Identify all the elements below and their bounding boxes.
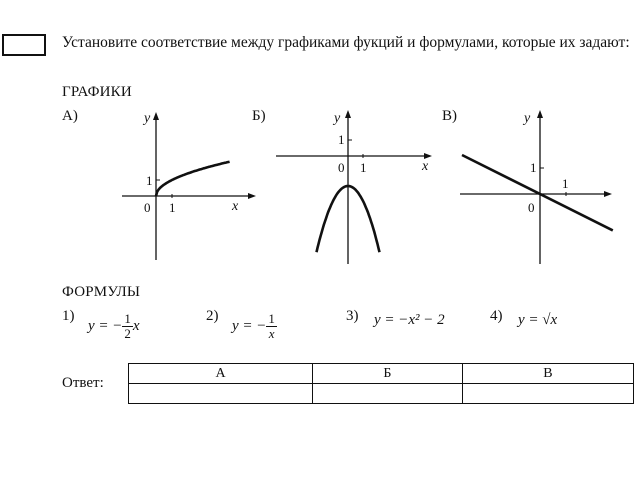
- graph-a-curve: [156, 162, 230, 196]
- answer-cell-c[interactable]: [462, 384, 633, 404]
- formulas-heading: ФОРМУЛЫ: [62, 284, 141, 300]
- answer-cell-b[interactable]: [313, 384, 463, 404]
- formula-2-denominator: x: [268, 326, 275, 341]
- formula-4: y = √x: [518, 312, 558, 328]
- graph-c-y-arrow: [537, 110, 543, 118]
- graph-a-label: А): [62, 108, 78, 124]
- answer-col-b: Б: [313, 364, 463, 384]
- formula-3: y = −x² − 2: [374, 312, 445, 328]
- formula-4-number: 4): [490, 308, 503, 324]
- answer-cell-a[interactable]: [129, 384, 313, 404]
- graph-a-y-tick-label: 1: [146, 173, 153, 188]
- graph-c-line: [462, 155, 613, 230]
- graph-c-x-arrow: [604, 191, 612, 197]
- graph-a-x-tick-label: 1: [169, 200, 176, 215]
- formula-1-number: 1): [62, 308, 75, 324]
- graph-b: [272, 106, 440, 268]
- graph-a-y-label: y: [144, 111, 151, 126]
- graph-a-origin: 0: [144, 200, 151, 215]
- graph-c-y-tick-label: 1: [530, 160, 537, 175]
- graph-b-x-label: x: [422, 159, 429, 174]
- answer-header-row: [129, 364, 634, 384]
- task-statement: Установите соответствие между графиками фукций и формулами, которые их задают:: [62, 34, 630, 51]
- formula-1: [88, 312, 140, 341]
- formula-2-lhs: y = −: [232, 317, 267, 334]
- formula-2-numerator: 1: [268, 311, 275, 326]
- answer-col-c: В: [462, 364, 633, 384]
- graph-c: [458, 106, 618, 268]
- formula-2: [232, 312, 277, 341]
- task-number-box: [2, 34, 46, 56]
- formula-3-number: 3): [346, 308, 359, 324]
- answer-label: Ответ:: [62, 375, 104, 391]
- graph-b-y-label: y: [334, 111, 341, 126]
- answer-col-a: А: [129, 364, 313, 384]
- answer-table: [128, 363, 634, 404]
- graph-b-y-arrow: [345, 110, 351, 118]
- graphs-heading: ГРАФИКИ: [62, 84, 132, 100]
- graph-c-origin: 0: [528, 200, 535, 215]
- graph-c-y-label: y: [524, 111, 531, 126]
- formula-2-number: 2): [206, 308, 219, 324]
- graph-c-x-tick-label: 1: [562, 176, 569, 191]
- graph-a-y-arrow: [153, 112, 159, 120]
- graph-b-origin: 0: [338, 160, 345, 175]
- formula-1-lhs: y = −: [88, 317, 123, 334]
- formula-1-numerator: 1: [124, 311, 131, 326]
- graph-a-x-label: x: [232, 199, 239, 214]
- formula-1-rhs: x: [132, 317, 140, 334]
- graph-a: [120, 108, 260, 268]
- graph-b-x-tick-label: 1: [360, 160, 367, 175]
- graph-b-label: Б): [252, 108, 266, 124]
- graph-b-y-tick-label: 1: [338, 132, 345, 147]
- graph-c-label: В): [442, 108, 457, 124]
- formula-1-denominator: 2: [124, 326, 131, 341]
- graph-a-x-arrow: [248, 193, 256, 199]
- answer-input-row: [129, 384, 634, 404]
